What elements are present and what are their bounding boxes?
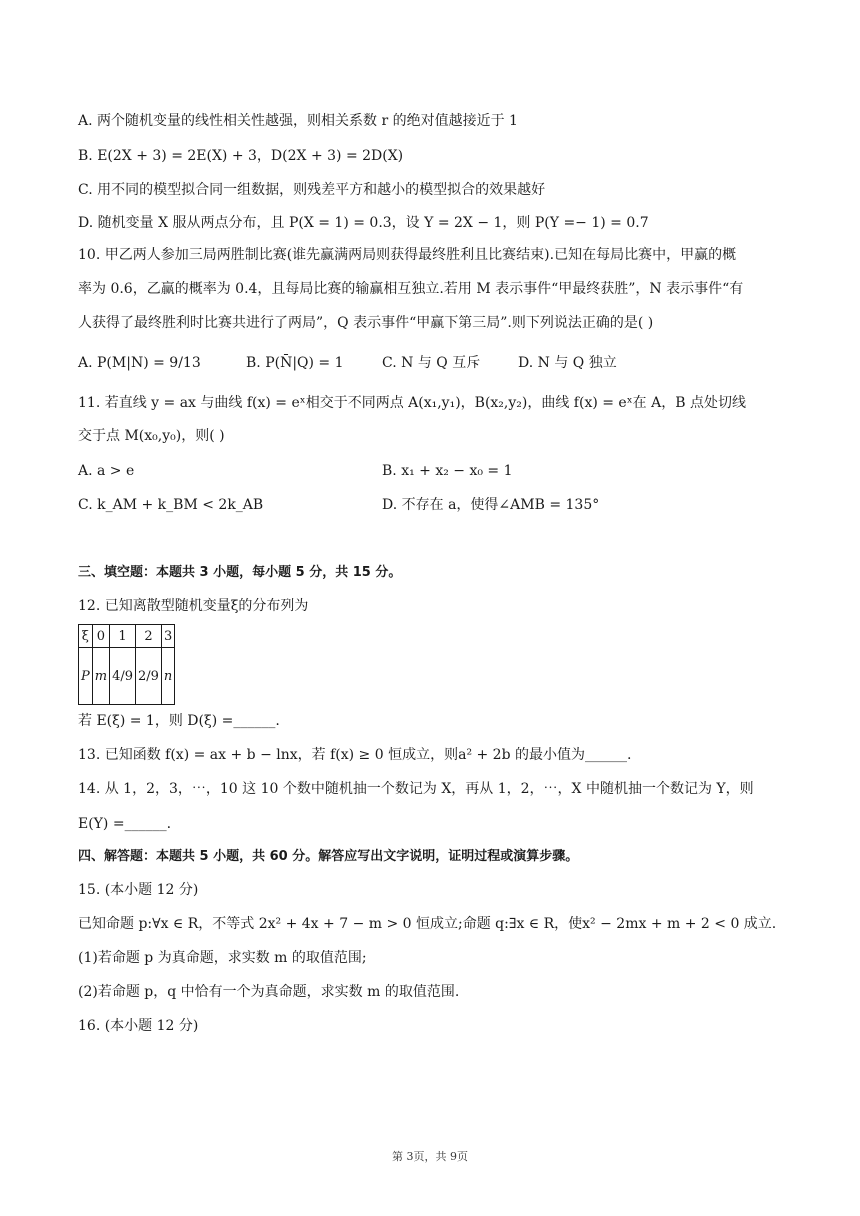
q12-condition: 若 E(ξ) = 1，则 D(ξ) =______.	[78, 713, 280, 729]
section-3-heading: 三、填空题：本题共 3 小题，每小题 5 分，共 15 分。	[78, 565, 402, 580]
q10-stem-line3: 人获得了最终胜利时比赛共进行了两局”，Q 表示事件“甲赢下第三局”.则下列说法正确的是( )	[78, 315, 654, 331]
table-cell: 2/9	[136, 648, 162, 705]
q11-option-d: D. 不存在 a，使得∠AMB = 135°	[382, 497, 600, 513]
q14-stem-line2: E(Y) =______.	[78, 816, 172, 832]
table-cell: 2	[136, 625, 162, 648]
q10-stem-line2: 率为 0.6，乙赢的概率为 0.4，且每局比赛的输赢相互独立.若用 M 表示事件“甲最终获胜”，N 表示事件“有	[78, 281, 744, 297]
table-row	[79, 648, 175, 705]
q9-option-b: B. E(2X + 3) = 2E(X) + 3，D(2X + 3) = 2D(X)	[78, 148, 404, 164]
q16-heading: 16. (本小题 12 分)	[78, 1018, 199, 1034]
table-row	[79, 625, 175, 648]
q14-stem-line1: 14. 从 1，2，3，⋯，10 这 10 个数中随机抽一个数记为 X，再从 1，2，⋯，X 中随机抽一个数记为 Y，则	[78, 781, 754, 797]
section-4-heading: 四、解答题：本题共 5 小题，共 60 分。解答应写出文字说明，证明过程或演算步骤。	[78, 849, 579, 864]
table-cell: n	[161, 648, 174, 705]
table-cell: 0	[92, 625, 109, 648]
page-footer: 第 3页，共 9页	[392, 1150, 468, 1163]
distribution-table	[78, 624, 175, 705]
q11-stem-line1: 11. 若直线 y = ax 与曲线 f(x) = eˣ相交于不同两点 A(x₁,y₁)，B(x₂,y₂)，曲线 f(x) = eˣ在 A，B 点处切线	[78, 395, 746, 411]
q15-stem: 已知命题 p:∀x ∈ R，不等式 2x² + 4x + 7 − m > 0 恒成立;命题 q:∃x ∈ R，使x² − 2mx + m + 2 < 0 成立.	[78, 916, 777, 932]
q11-option-c: C. k_AM + k_BM < 2k_AB	[78, 497, 264, 513]
table-cell: m	[92, 648, 109, 705]
table-cell: 1	[110, 625, 136, 648]
table-cell: 3	[161, 625, 174, 648]
q9-option-a: A. 两个随机变量的线性相关性越强，则相关系数 r 的绝对值越接近于 1	[78, 113, 518, 129]
q13-stem: 13. 已知函数 f(x) = ax + b − lnx，若 f(x) ≥ 0 恒成立，则a² + 2b 的最小值为______.	[78, 747, 632, 763]
q10-stem-line1: 10. 甲乙两人参加三局两胜制比赛(谁先赢满两局则获得最终胜利且比赛结束).已知在每局比赛中，甲赢的概	[78, 247, 737, 263]
q11-stem-line2: 交于点 M(x₀,y₀)，则( )	[78, 428, 225, 444]
q10-option-a: A. P(M|N) = 9/13	[78, 355, 201, 371]
q10-option-d: D. N 与 Q 独立	[518, 355, 617, 371]
q10-option-b: B. P(N̄|Q) = 1	[246, 355, 344, 371]
q15-part1: (1)若命题 p 为真命题，求实数 m 的取值范围;	[78, 950, 367, 966]
q15-part2: (2)若命题 p，q 中恰有一个为真命题，求实数 m 的取值范围.	[78, 984, 460, 1000]
q10-option-c: C. N 与 Q 互斥	[382, 355, 481, 371]
table-cell: ξ	[79, 625, 93, 648]
q11-option-a: A. a > e	[78, 463, 135, 479]
q15-heading: 15. (本小题 12 分)	[78, 882, 199, 898]
q12-stem: 12. 已知离散型随机变量ξ的分布列为	[78, 598, 309, 614]
q11-option-b: B. x₁ + x₂ − x₀ = 1	[382, 463, 513, 479]
table-cell: P	[79, 648, 93, 705]
q9-option-c: C. 用不同的模型拟合同一组数据，则残差平方和越小的模型拟合的效果越好	[78, 182, 546, 198]
table-cell: 4/9	[110, 648, 136, 705]
q9-option-d: D. 随机变量 X 服从两点分布，且 P(X = 1) = 0.3，设 Y = 2X − 1，则 P(Y =− 1) = 0.7	[78, 215, 649, 231]
